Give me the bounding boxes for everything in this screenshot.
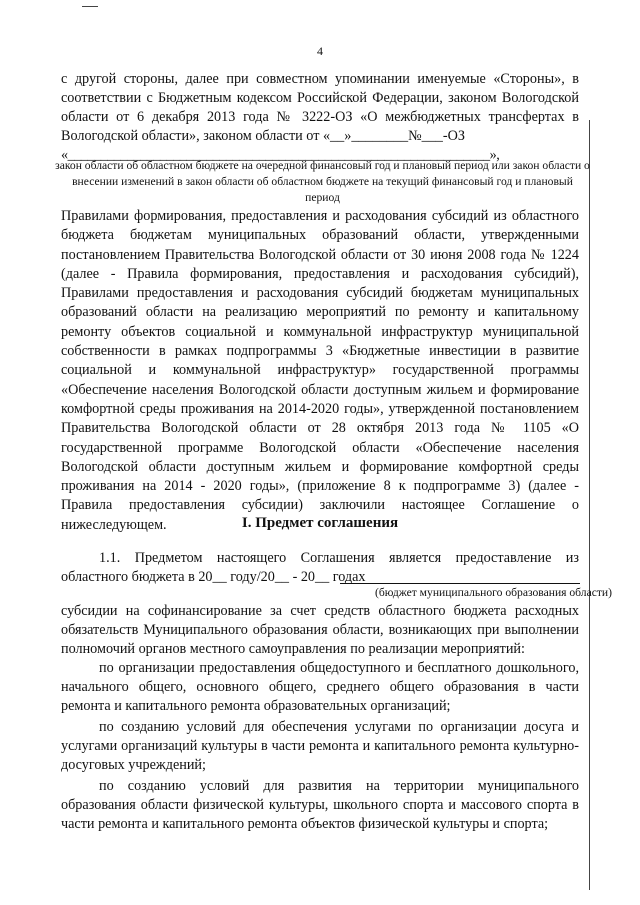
intro-paragraph: с другой стороны, далее при совместном упоминании именуемые «Стороны», в соответствии с Бюджетным кодексом Российской Федерации, законом Вологодской области от 6 декабря 2013 года № 3222-ОЗ «О межбюджетных трансфертах в Вологодской области», законом области от «__»________№___-ОЗ: [61, 71, 579, 144]
clause-1-1: 1.1. Предметом настоящего Соглашения является предоставление из областного бюджета в 20__ году/20__ - 20__ годах: [61, 550, 579, 585]
scan-artifact-top: [82, 6, 98, 7]
page-number: 4: [317, 44, 323, 58]
budget-note: (бюджет муниципального образования области): [374, 586, 612, 599]
section-title: I. Предмет соглашения: [241, 515, 399, 531]
clause-1-1-continuation: субсидии на софинансирование за счет средств областного бюджета расходных обязательств Муниципального образования области, возникающих при выполнении полномочий органов местного самоуправления по реализации мероприятий:: [61, 603, 579, 657]
item-culture: по созданию условий для обеспечения услугами по организации досуга и услугами организаций культуры в части ремонта и капитального ремонта культурно-досуговых учреждений;: [61, 719, 579, 773]
intro-blank-line: «________________________________________________________________»,: [61, 147, 500, 163]
footnote-law-description: закон области об областном бюджете на очередной финансовый год и плановый период или закон области о внесении изменений в закон области об областном бюджете на текущий финансовый год и плановый период: [55, 159, 590, 204]
item-sport: по созданию условий для развития на территории муниципального образования области физической культуры, школьного спорта и массового спорта в части ремонта и капитального ремонта объектов физической культуры и спорта;: [61, 778, 579, 832]
rules-paragraph: Правилами формирования, предоставления и расходования субсидий из областного бюджета бюджетам муниципальных образований области, утвержденными постановлением Правительства Вологодской области от 30 июня 2008 года № 1224 (далее - Правила формирования, предоставления и расходования субсидий), Правилами предоставления и расходования субсидий бюджетам муниципальных образований области на реализацию мероприятий по ремонту и капитальному ремонту объектов социальной и коммунальной инфраструктур муниципальной собственности в рамках подпрограммы 3 «Бюджетные инвестиции в развитие социальной и коммунальной инфраструктур» государственной программы «Обеспечение населения Вологодской области доступным жильем и формирование комфортной среды проживания на 2014-2020 годы», утвержденной постановлением Правительства Вологодской области от 28 октября 2013 года № 1105 «О государственной программе Вологодской области «Обеспечение населения Вологодской области доступным жильем и формирование комфортной среды проживания на 2014 - 2020 годы», (приложение 8 к подпрограмме 3) (далее - Правила предоставления субсидии) заключили настоящее Соглашение о нижеследующем.: [61, 208, 579, 533]
scan-artifact-vertical: [589, 120, 590, 890]
item-education: по организации предоставления общедоступного и бесплатного дошкольного, начального общего, основного общего, среднего общего образования в части ремонта и капитального ремонта образовательных организаций;: [61, 660, 579, 714]
budget-blank-line: [340, 570, 580, 584]
